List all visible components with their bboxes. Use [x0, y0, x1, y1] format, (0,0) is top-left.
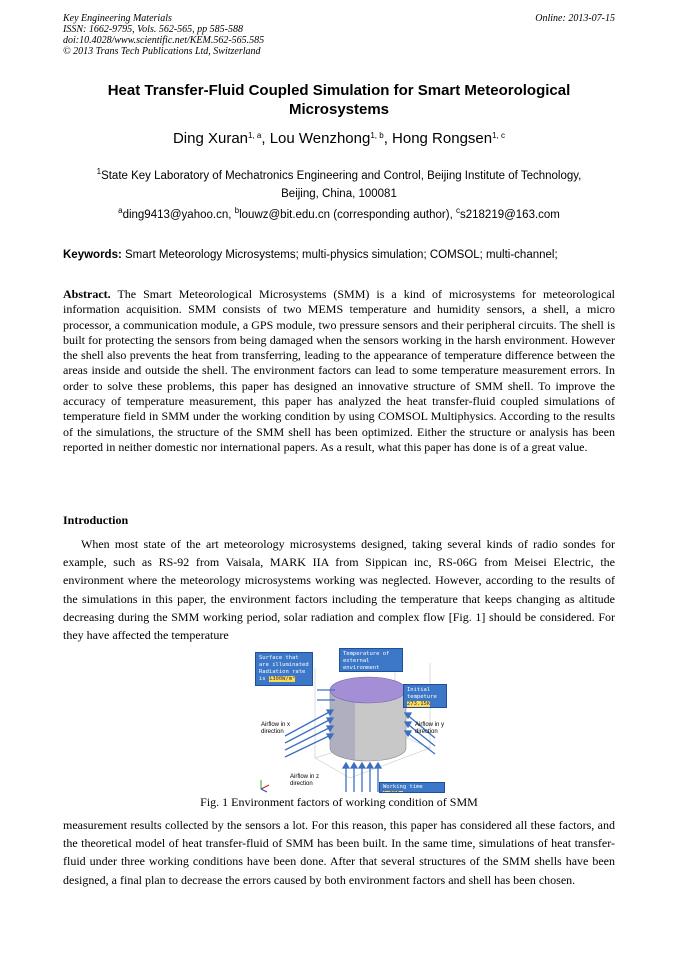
journal-header: [63, 13, 264, 57]
annotation-working-time-text: Working time: [383, 784, 423, 790]
author-list: Ding Xuran$^{1, a}$, Lou Wenzhong$^{1, b}$, Hong Rongsen$^{1, c}$: [172, 130, 506, 147]
annotation-external-temp: [339, 648, 403, 672]
annotation-radiation: [255, 652, 313, 686]
abstract-label: Abstract.: [63, 287, 111, 301]
author-name: Lou Wenzhong: [269, 130, 371, 147]
title-line-1: Heat Transfer-Fluid Coupled Simulation for Smart Meteorological: [107, 82, 571, 99]
annotation-external-temp-text: Temperature of external environment: [343, 651, 390, 671]
author-name: Ding Xuran: [172, 130, 249, 147]
journal-name: Key Engineering Materials: [63, 13, 172, 24]
online-date: Online: 2013-07-15: [535, 13, 615, 24]
intro-paragraph-2: measurement results collected by the sensors a lot. For this reason, this paper has considered all these factors, and the theoretical model of heat transfer-fluid of SMM has been built. In the same time, simulations of heat transfer-fluid under three working conditions have been done. After that several structures of the SMM shells have been designed, a final plan to decrease the errors caused by both environment factors and shell has been chosen.: [63, 818, 615, 887]
title-line-2: Microsystems: [288, 101, 390, 118]
annotation-radiation-value: 1300W/m²: [268, 676, 296, 682]
keywords-label: Keywords:: [63, 249, 122, 261]
affiliation-line-1: State Key Laboratory of Mechatronics Engineering and Control, Beijing Institute of Technology,: [101, 170, 582, 182]
annotation-initial-temp: [403, 684, 447, 708]
author-name: Hong Rongsen: [392, 130, 493, 147]
email-sup: c: [455, 206, 460, 215]
annotation-radiation-text: Surface that are illuminated Radiation rate is: [259, 655, 309, 682]
email-sup: a: [118, 206, 123, 215]
annotation-initial-temp-text: Initial tempeture: [407, 687, 437, 700]
affiliation-line-2: Beijing, China, 100081: [281, 188, 397, 200]
email-c[interactable]: s218219@163.com: [459, 209, 560, 221]
annotation-working-time: [379, 782, 445, 793]
abstract-text: The Smart Meteorological Microsystems (SMM) is a kind of microsystems for meteorological information acquisition. SMM consists of two MEMS temperature and humidity sensors, a shell, a micro processor, a communication module, a GPS module, two pressure sensors and their peripheral circuits. The shell is built for protecting the sensors from being damaged when the sensors working in the harsh environment. However the shell also prevents the heat from transferring, leading to the appearance of temperature difference between the areas inside and outside the shell. The environment factors can lead to some temperature measurement errors. In order to solve these problems, this paper has designed an innovative structure of SMM shell. To improve the accuracy of temperature measurement, this paper has analyzed the heat transfer-fluid coupled simulations of temperature field in SMM under the working condition by using COMSOL Multiphysics. According to the results of the simulations, the structure of the SMM shell has been optimized. Either the structure or analysis has been reported in neither domestic nor international papers. As a result, what this paper has done is of a great value.: [63, 287, 615, 454]
email-sup: b: [234, 206, 240, 215]
author-sup: 1, b: [370, 131, 384, 140]
label-airflow-y: Airflow in y direction: [415, 722, 445, 735]
doi: doi:10.4028/www.scientific.net/KEM.562-565.585: [63, 35, 265, 46]
keywords: [63, 249, 623, 261]
author-sup: 1, c: [492, 131, 506, 140]
annotation-initial-temp-value: 273.15K: [407, 701, 431, 707]
paper-title: [70, 81, 608, 119]
section-heading-introduction: Introduction: [63, 513, 129, 527]
email-b[interactable]: louwz@bit.edu.cn (corresponding author),: [239, 209, 453, 221]
figure-1-caption: Fig. 1 Environment factors of working condition of SMM: [200, 795, 478, 809]
issn: ISSN: 1662-9795, Vols. 562-565, pp 585-588: [63, 24, 243, 35]
annotation-working-time-value: [383, 791, 403, 793]
author-sup: 1, a: [248, 131, 262, 140]
label-airflow-z: Airflow in z direction: [290, 774, 320, 787]
abstract: [63, 287, 615, 455]
affiliation-sup: 1: [96, 167, 102, 176]
keywords-text: Smart Meteorology Microsystems; multi-physics simulation; COMSOL; multi-channel;: [125, 249, 558, 261]
label-airflow-x: Airflow in x direction: [261, 722, 291, 735]
email-a[interactable]: ding9413@yahoo.cn,: [122, 209, 232, 221]
email-list: [0, 206, 678, 221]
copyright: © 2013 Trans Tech Publications Ltd, Switzerland: [63, 46, 261, 57]
figure-1: [255, 648, 455, 794]
affiliation: [63, 167, 615, 203]
intro-paragraph-1: When most state of the art meteorology microsystems designed, taking several kinds of radio sondes for example, such as RS-92 from Vaisala, MARK IIA from Sippican inc, RS-06G from Meisei Electric, the environment where the meteorology microsystems working was neglected. However, according to the results of the simulations in this paper, the environment factors including the temperature that keeps changing as altitude decreasing during the SMM working period, solar radiation and complex flow [Fig. 1] should be considered. For they have affected the temperature: [63, 537, 615, 643]
